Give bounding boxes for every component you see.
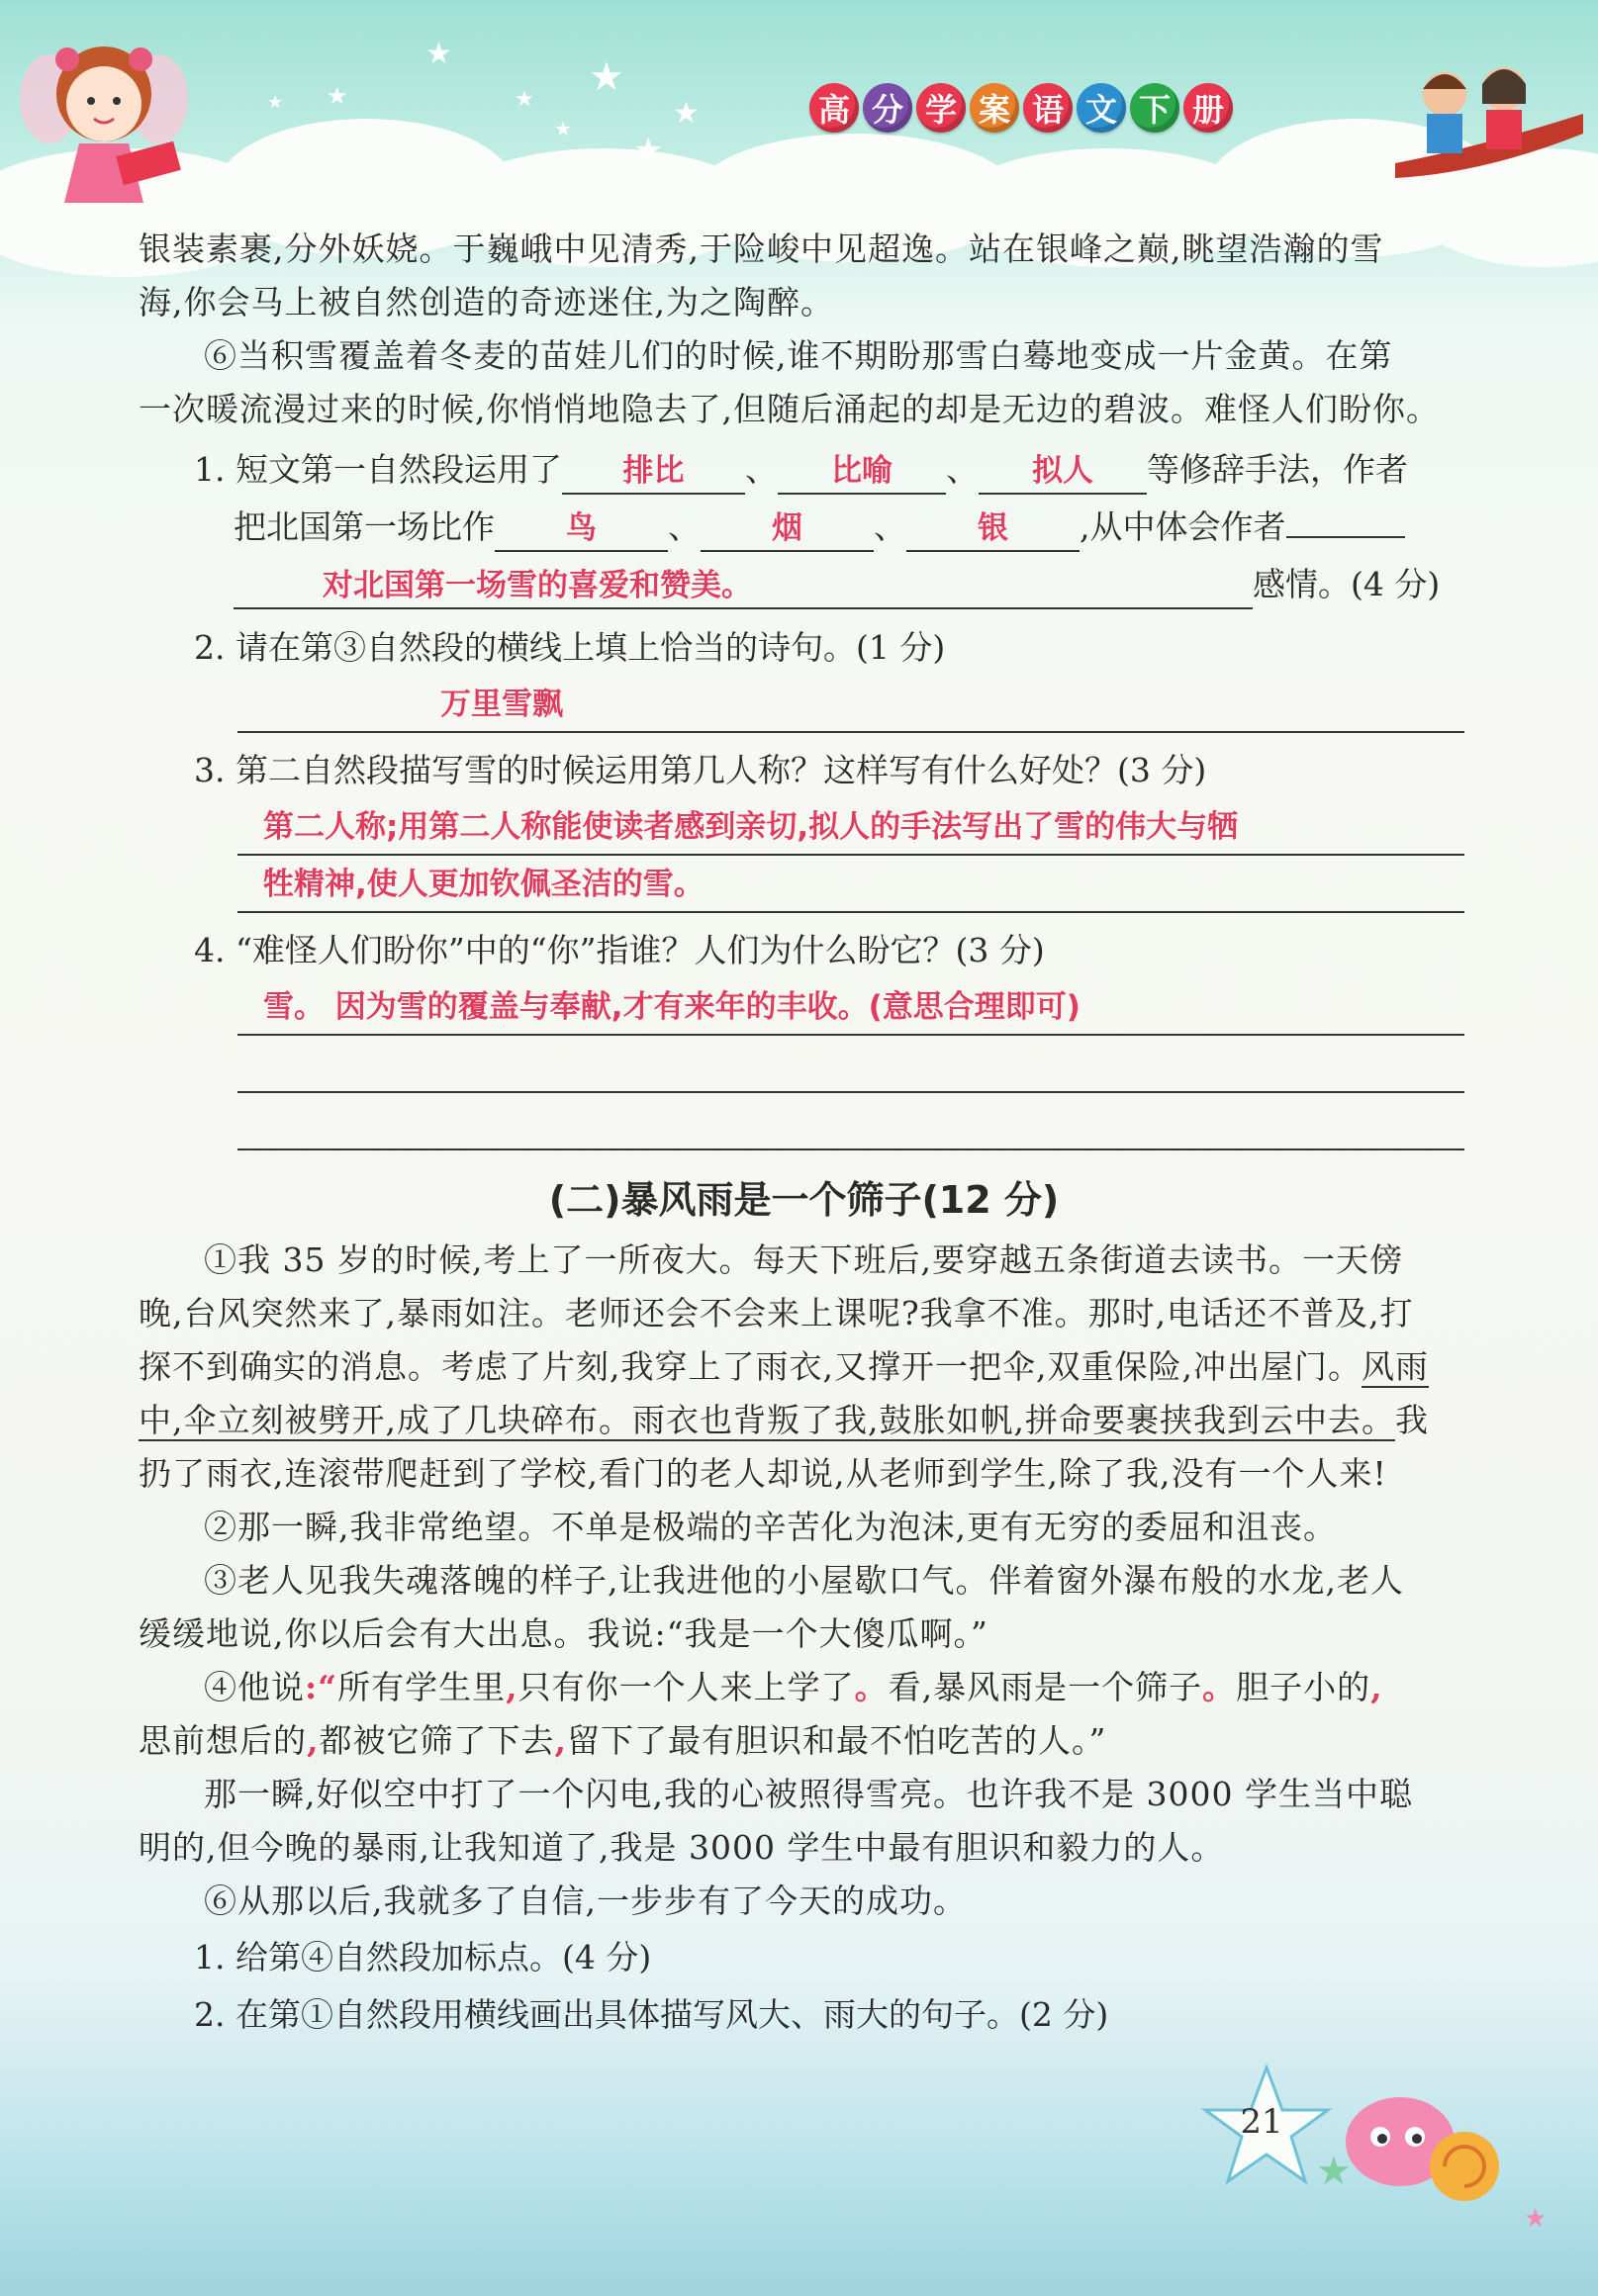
passage-paragraph — [139, 1661, 1469, 1714]
separator: 、 — [668, 507, 701, 546]
title-char: 高 — [809, 83, 859, 133]
star-icon: ★ — [673, 96, 700, 131]
passage-paragraph — [139, 1394, 1469, 1447]
added-punctuation: , — [506, 1668, 518, 1706]
passage-paragraph: 明的,但今晚的暴雨,让我知道了,我是 3000 学生中最有胆识和毅力的人。 — [139, 1828, 1225, 1867]
title-char: 语 — [1023, 83, 1073, 133]
passage-text: 所有学生里 — [337, 1668, 507, 1706]
passage-text: 看,暴风雨是一个筛子 — [888, 1668, 1203, 1706]
question-text: 感情。(4 分) — [1253, 565, 1441, 603]
passage-paragraph: 银装素裹,分外妖娆。于巍峨中见清秀,于险峻中见超逸。站在银峰之巅,眺望浩瀚的雪 — [139, 230, 1384, 268]
passage-text: 都被它筛了下去 — [319, 1721, 555, 1760]
title-char: 分 — [863, 83, 912, 133]
answer-blank[interactable]: 烟 — [701, 506, 874, 552]
passage-text: 留下了最有胆识和最不怕吃苦的人。” — [567, 1721, 1107, 1760]
answer-line[interactable]: 万里雪飘 — [237, 676, 1464, 733]
question-1 — [194, 442, 1469, 498]
added-punctuation: :“ — [305, 1668, 338, 1706]
kids-illustration — [1385, 54, 1593, 193]
star-icon: ★ — [1316, 2149, 1352, 2194]
passage-text: 探不到确实的消息。考虑了片刻,我穿上了雨衣,又撑开一把伞,双重保险,冲出屋门。 — [139, 1347, 1362, 1386]
answer-line[interactable]: 第二人称;用第二人称能使读者感到亲切,拟人的手法写出了雪的伟大与牺 — [237, 798, 1464, 856]
answer-blank[interactable]: 银 — [906, 506, 1080, 552]
answer-line[interactable]: 雪。 因为雪的覆盖与奉献,才有来年的丰收。(意思合理即可) — [237, 978, 1464, 1036]
question-text: 1. 给第④自然段加标点。(4 分) — [194, 1938, 652, 1976]
page-number: 21 — [1240, 2102, 1283, 2142]
answer-blank[interactable]: 拟人 — [979, 449, 1147, 495]
question-text: 1. 短文第一自然段运用了 — [194, 450, 562, 489]
passage-paragraph: 晚,台风突然来了,暴雨如注。老师还会不会来上课呢?我拿不准。那时,电话还不普及,打 — [139, 1294, 1414, 1332]
underlined-sentence: 中,伞立刻被劈开,成了几块碎布。雨衣也背叛了我,鼓胀如帆,拼命要裹挟我到云中去。 — [139, 1401, 1395, 1439]
title-char: 文 — [1077, 83, 1126, 133]
separator: 、 — [874, 507, 906, 546]
title-char: 下 — [1130, 83, 1179, 133]
header-banner — [0, 0, 1598, 228]
question-text: 等修辞手法，作者 — [1146, 450, 1408, 489]
added-punctuation: , — [554, 1721, 567, 1760]
passage-paragraph — [139, 1340, 1469, 1394]
star-icon: ★ — [515, 87, 534, 112]
passage-paragraph: 扔了雨衣,连滚带爬赶到了学校,看门的老人却说,从老师到学生,除了我,没有一个人来! — [139, 1454, 1387, 1493]
title-char: 案 — [970, 83, 1019, 133]
answer-line[interactable] — [237, 1036, 1464, 1093]
added-punctuation: , — [1370, 1668, 1383, 1706]
question-text: 2. 在第①自然段用横线画出具体描写风大、雨大的句子。(2 分) — [194, 1995, 1109, 2034]
title-char: 册 — [1183, 83, 1233, 133]
passage-text: 我 — [1394, 1401, 1429, 1439]
title-char: 学 — [916, 83, 966, 133]
answer-line[interactable]: 牲精神,使人更加钦佩圣洁的雪。 — [237, 856, 1464, 913]
passage-paragraph: 海,你会马上被自然创造的奇迹迷住,为之陶醉。 — [139, 283, 834, 321]
question-1-line-2 — [234, 500, 1469, 555]
star-icon: ★ — [327, 82, 348, 110]
section-title: (二)暴风雨是一个筛子(12 分) — [548, 1178, 1060, 1222]
passage-paragraph: 一次暖流漫过来的时候,你悄悄地隐去了,但随后涌起的却是无边的碧波。难怪人们盼你。 — [139, 390, 1440, 428]
added-punctuation: 。 — [854, 1668, 889, 1706]
answer-blank[interactable]: 对北国第一场雪的喜爱和赞美。 — [234, 564, 1253, 609]
underlined-sentence: 风雨 — [1361, 1347, 1429, 1386]
passage-text: 只有你一个人来上学了 — [517, 1668, 855, 1706]
passage-paragraph: ⑥当积雪覆盖着冬麦的苗娃儿们的时候,谁不期盼那雪白蓦地变成一片金黄。在第 — [204, 336, 1393, 375]
added-punctuation: , — [307, 1721, 320, 1760]
answer-blank[interactable]: 排比 — [562, 449, 745, 495]
star-icon: ★ — [554, 117, 572, 140]
answer-blank[interactable] — [1286, 536, 1405, 538]
star-icon: ★ — [267, 92, 284, 113]
snail-illustration — [1326, 2087, 1514, 2216]
fairy-girl-illustration — [10, 20, 198, 208]
passage-paragraph: 缓缓地说,你以后会有大出息。我说:“我是一个大傻瓜啊。” — [139, 1614, 988, 1653]
passage-paragraph: 那一瞬,好似空中打了一个闪电,我的心被照得雪亮。也许我不是 3000 学生当中聪 — [204, 1775, 1413, 1813]
answer-line[interactable] — [237, 1093, 1464, 1150]
question-2: 2. 请在第③自然段的横线上填上恰当的诗句。(1 分) — [194, 628, 946, 667]
star-icon: ★ — [633, 131, 664, 170]
passage-text: 胆子小的 — [1236, 1668, 1371, 1706]
book-title — [809, 83, 1233, 133]
passage-paragraph — [139, 1714, 1469, 1768]
passage-paragraph: ③老人见我失魂落魄的样子,让我进他的小屋歇口气。伴着窗外瀑布般的水龙,老人 — [204, 1561, 1404, 1600]
star-icon: ★ — [1524, 2204, 1548, 2234]
question-4: 4. “难怪人们盼你”中的“你”指谁？人们为什么盼它？(3 分) — [194, 931, 1045, 969]
passage-text: ④他说 — [204, 1668, 305, 1706]
answer-blank[interactable]: 鸟 — [495, 506, 668, 552]
answer-blank[interactable]: 比喻 — [778, 449, 946, 495]
question-text: ,从中体会作者 — [1080, 507, 1286, 546]
passage-paragraph: ②那一瞬,我非常绝望。不单是极端的辛苦化为泡沫,更有无穷的委屈和沮丧。 — [204, 1508, 1337, 1546]
passage-paragraph: ①我 35 岁的时候,考上了一所夜大。每天下班后,要穿越五条街道去读书。一天傍 — [204, 1240, 1403, 1279]
star-icon: ★ — [425, 37, 452, 71]
separator: 、 — [744, 450, 778, 489]
question-1-line-3 — [234, 557, 1469, 612]
page-content — [139, 223, 1469, 2043]
star-icon: ★ — [589, 54, 624, 100]
separator: 、 — [945, 450, 979, 489]
added-punctuation: 。 — [1202, 1668, 1237, 1706]
passage-paragraph: ⑥从那以后,我就多了自信,一步步有了今天的成功。 — [204, 1882, 967, 1920]
question-3: 3. 第二自然段描写雪的时候运用第几人称？这样写有什么好处？(3 分) — [194, 751, 1207, 789]
question-text: 把北国第一场比作 — [234, 507, 495, 546]
passage-text: 思前想后的 — [139, 1721, 307, 1760]
